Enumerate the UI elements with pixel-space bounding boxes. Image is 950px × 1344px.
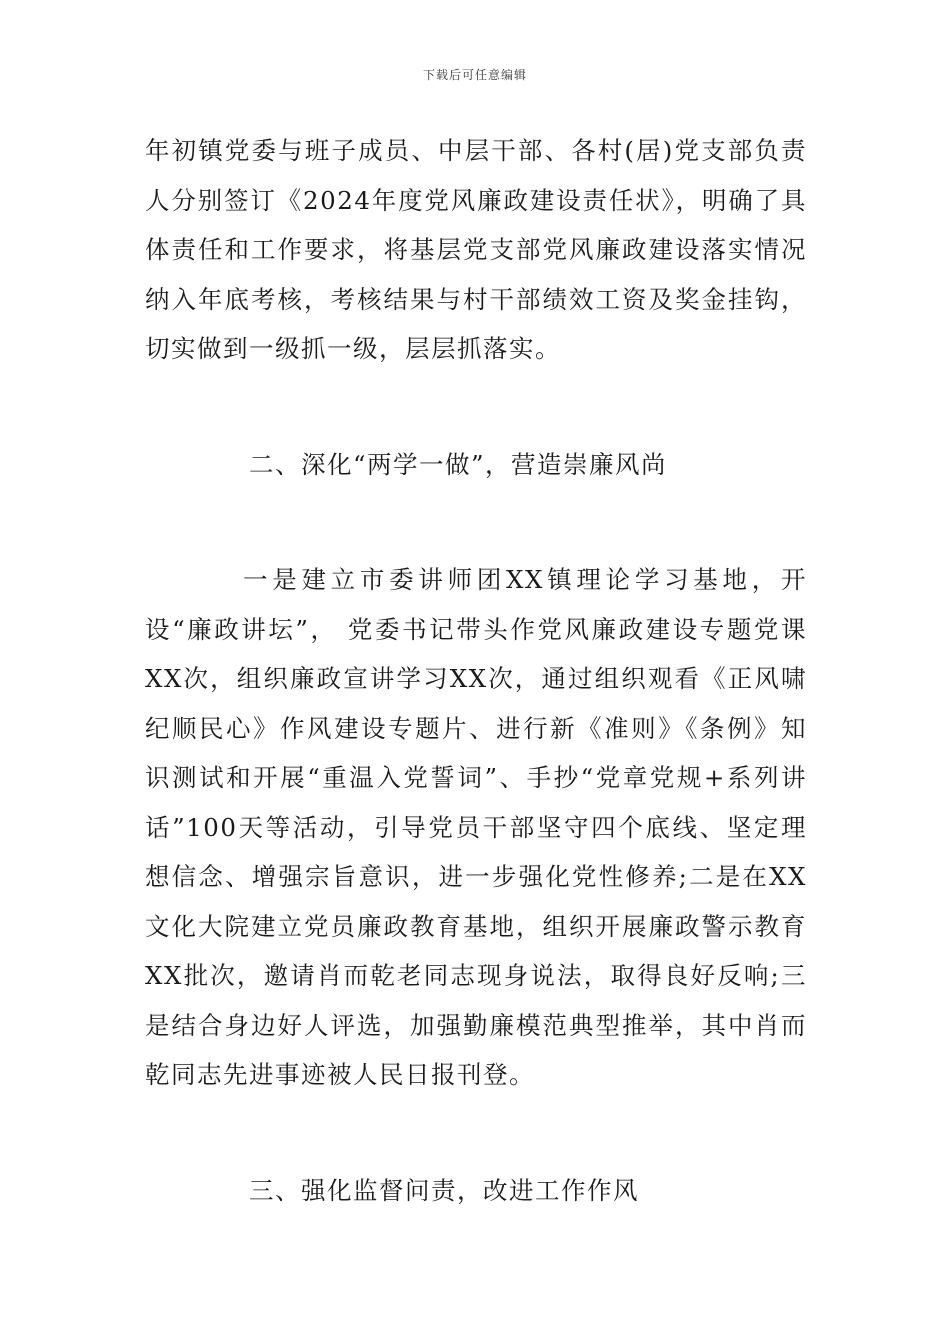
section-heading-3: 三、强化监督问责，改进工作作风 [249, 1175, 639, 1205]
section-heading-2: 二、深化“两学一做”，营造崇廉风尚 [249, 449, 668, 479]
paragraph-spacer [145, 374, 807, 440]
paragraph-spacer [145, 1100, 807, 1166]
paragraph-spacer [145, 489, 807, 555]
paragraph-study-education: 一是建立市委讲师团XX镇理论学习基地，开设“廉政讲坛”， 党委书记带头作党风廉政建设专题党课XX次，组织廉政宣讲学习XX次，通过组织观看《正风啸纪顺民心》作风建设专题片、进行新《准则》《条例》知识测试和开展“重温入党誓词”、手抄“党章党规+系列讲话”100天等活动，引导党员干部坚守四个底线、坚定理想信念、增强宗旨意识，进一步强化党性修养;二是在XX文化大院建立党员廉政教育基地，组织开展廉政警示教育XX批次，邀请肖而乾老同志现身说法，取得良好反响;三是结合身边好人评选，加强勤廉模范典型推举，其中肖而乾同志先进事迹被人民日报刊登。 [145, 565, 807, 1089]
document-body [145, 126, 807, 1215]
page-header-note: 下载后可任意编辑 [422, 68, 527, 82]
paragraph-responsibility: 年初镇党委与班子成员、中层干部、各村(居)党支部负责人分别签订《2024年度党风廉政建设责任状》，明确了具体责任和工作要求，将基层党支部党风廉政建设落实情况纳入年底考核，考核结果与村干部绩效工资及奖金挂钩，切实做到一级抓一级，层层抓落实。 [145, 136, 807, 363]
